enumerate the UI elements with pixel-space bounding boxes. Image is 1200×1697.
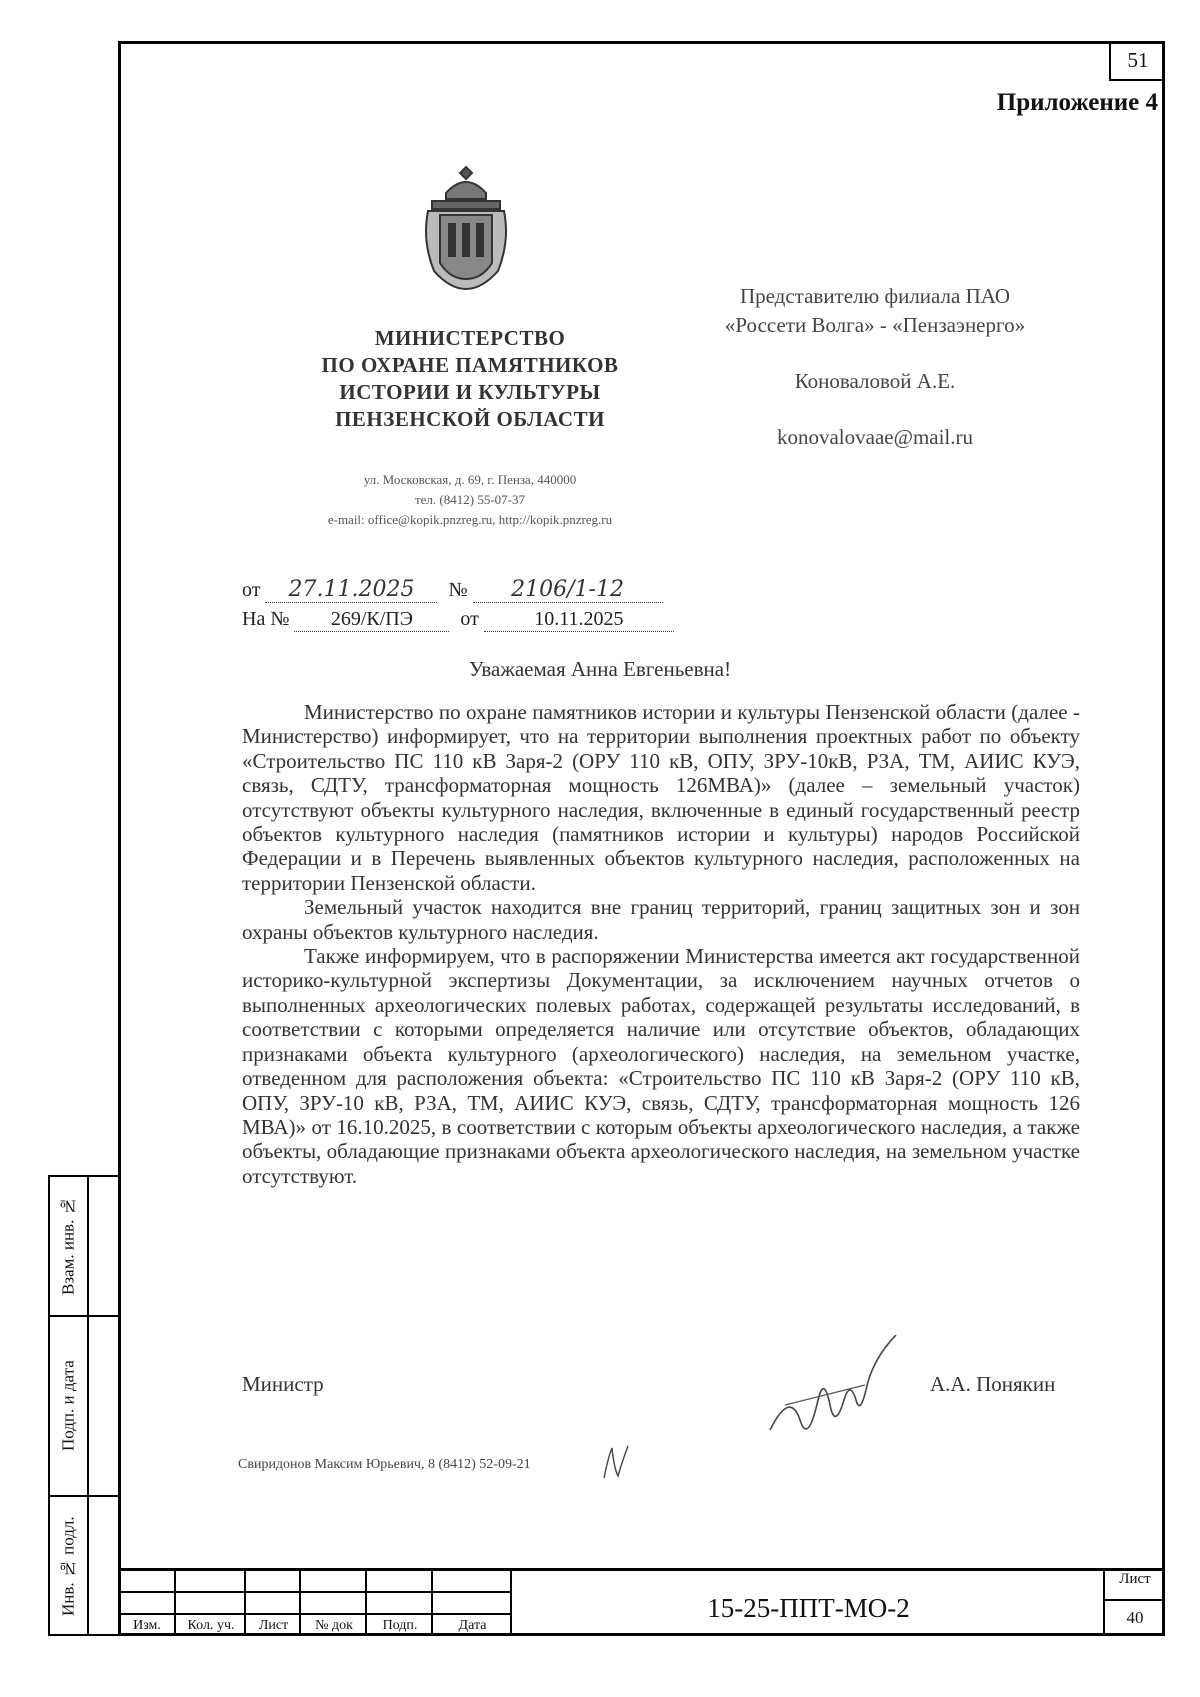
from-label: от xyxy=(242,579,261,601)
signatory-name: А.А. Понякин xyxy=(930,1372,1056,1396)
paragraph: Также информируем, что в распоряжении Министерства имеется акт государственной историко-культурной экспертизы Документации, за исключением научных отчетов о выполненных археологических полевых работах, содержащей результаты исследований, в соответствии с которыми определяется наличие или отсутствие объектов, обладающих признаками объекта культурного (археологического) наследия, на земельном участке, отведенном для расположения объекта: «Строительство ПС 110 кВ Заря-2 (ОРУ 110 кВ, ОПУ, ЗРУ-10 кВ, РЗА, ТМ, АИИС КУЭ, связь, СДТУ, трансформаторная мощность 126 МВА)» от 16.10.2025, в соответствии с которым объекты археологического наследия, а также объекты, обладающие признаками объекта археологического наследия, на земельном участке отсутствуют. xyxy=(242,944,1080,1188)
ministry-name-line: ПО ОХРАНЕ ПАМЯТНИКОВ xyxy=(321,353,619,377)
sheet-label: Лист xyxy=(1119,1571,1151,1587)
ministry-address: ул. Московская, д. 69, г. Пенза, 440000 xyxy=(363,472,577,487)
tb-header: Лист xyxy=(258,1618,289,1633)
letter-body xyxy=(242,700,1080,1188)
reference-from-label: от xyxy=(460,608,479,630)
side-stamp xyxy=(48,1175,121,1636)
tb-header: Дата xyxy=(458,1618,487,1633)
outgoing-number: 2106/1-12 xyxy=(473,577,663,603)
reference-requisites xyxy=(242,608,674,632)
coat-of-arms-icon xyxy=(418,163,514,291)
sheet-number: 40 xyxy=(1126,1608,1144,1627)
recipient-name: Коноваловой А.Е. xyxy=(794,369,956,393)
ministry-contacts xyxy=(250,470,690,530)
ministry-email: e-mail: office@kopik.pnzreg.ru, http://kopik.pnzreg.ru xyxy=(327,512,613,527)
signature-icon xyxy=(765,1335,905,1455)
sign-date-label: Подп. и дата xyxy=(58,1360,78,1452)
tb-header: Кол. уч. xyxy=(187,1618,235,1633)
tb-row-line xyxy=(1105,1599,1165,1601)
outgoing-requisites xyxy=(242,577,663,603)
signatory-position: Министр xyxy=(242,1372,324,1396)
executor-contact: Свиридонов Максим Юрьевич, 8 (8412) 52-09-21 xyxy=(238,1457,531,1472)
number-label: № xyxy=(448,579,468,601)
ministry-name-line: ПЕНЗЕНСКОЙ ОБЛАСТИ xyxy=(335,407,605,431)
strip-divider xyxy=(87,1177,89,1634)
reference-date: 10.11.2025 xyxy=(484,608,674,632)
tb-header: № док xyxy=(315,1618,353,1633)
page-number: 51 xyxy=(1109,41,1165,81)
tb-header: Изм. xyxy=(133,1618,161,1633)
ministry-name-line: ИСТОРИИ И КУЛЬТУРЫ xyxy=(339,380,601,404)
inv-replace-label: Взам. инв. № xyxy=(58,1196,78,1296)
appendix-label: Приложение 4 xyxy=(996,89,1158,116)
outgoing-date: 27.11.2025 xyxy=(265,577,437,603)
salutation: Уважаемая Анна Евгеньевна! xyxy=(468,657,732,681)
initials-mark-icon xyxy=(600,1442,630,1482)
paragraph: Земельный участок находится вне границ территорий, границ защитных зон и зон охраны объектов культурного наследия. xyxy=(242,895,1080,944)
paragraph: Министерство по охране памятников истории и культуры Пензенской области (далее - Министерство) информирует, что на территории выполнения проектных работ по объекту «Строительство ПС 110 кВ Заря-2 (ОРУ 110 кВ, ОПУ, ЗРУ-10кВ, РЗА, ТМ, АИИС КУЭ, связь, СДТУ, трансформаторная мощность 126МВА)» (далее – земельный участок) отсутствуют объекты культурного наследия, включенные в единый государственный реестр объектов культурного наследия (памятников истории и культуры) народов Российской Федерации и в Перечень выявленных объектов культурного наследия, расположенных на территории Пензенской области. xyxy=(242,700,1080,895)
document-code: 15-25-ППТ-МО-2 xyxy=(707,1593,910,1623)
recipient-line: Представителю филиала ПАО xyxy=(739,284,1011,308)
recipient-block xyxy=(685,282,1065,452)
recipient-email: konovalovaae@mail.ru xyxy=(776,425,974,449)
ministry-name-line: МИНИСТЕРСТВО xyxy=(374,326,566,350)
tb-header: Подп. xyxy=(382,1618,418,1633)
recipient-line: «Россети Волга» - «Пензаэнерго» xyxy=(724,313,1026,337)
reference-label: На № xyxy=(242,608,290,630)
inv-original-label: Инв. № подл. xyxy=(58,1516,78,1617)
reference-number: 269/К/ПЭ xyxy=(294,608,449,632)
ministry-name xyxy=(270,325,670,433)
ministry-phone: тел. (8412) 55-07-37 xyxy=(414,492,525,507)
